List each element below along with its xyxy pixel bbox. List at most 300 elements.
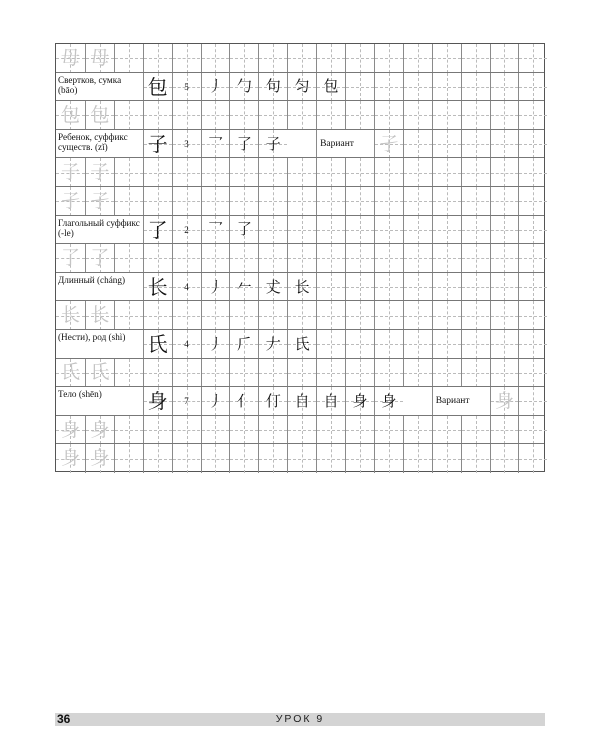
blank-cell (461, 301, 490, 330)
stroke-count-cell (172, 130, 201, 159)
blank-cell (461, 73, 490, 102)
trace-hanzi: 身 (90, 447, 110, 470)
blank-cell (229, 244, 258, 273)
stroke-step-cell (229, 387, 258, 416)
blank-cell (143, 444, 172, 473)
blank-cell (432, 130, 461, 159)
stroke-count: 4 (184, 282, 189, 293)
stroke-step: 勹 (236, 77, 252, 96)
blank-cell (258, 416, 287, 445)
blank-cell (374, 101, 403, 130)
trace-hanzi: 子 (90, 161, 110, 184)
blank-cell (258, 44, 287, 73)
trace-hanzi-cell (85, 244, 114, 273)
blank-cell (403, 301, 432, 330)
blank-cell (114, 244, 143, 273)
blank-cell (490, 444, 519, 473)
blank-cell (432, 187, 461, 216)
blank-cell (287, 244, 316, 273)
blank-cell (403, 44, 432, 73)
blank-cell (316, 416, 345, 445)
trace-hanzi: 孑 (60, 189, 80, 212)
stroke-count: 7 (184, 396, 189, 407)
blank-cell (114, 101, 143, 130)
stroke-count-cell (172, 73, 201, 102)
trace-hanzi-cell (85, 301, 114, 330)
stroke-step-cell (287, 330, 316, 359)
blank-cell (316, 359, 345, 388)
blank-cell (490, 101, 519, 130)
blank-cell (518, 444, 547, 473)
stroke-step: 了 (236, 220, 252, 239)
blank-cell (114, 444, 143, 473)
meaning-label: Ребенок, суффикс существ. (zǐ) (58, 131, 128, 153)
blank-cell (461, 359, 490, 388)
blank-cell (316, 444, 345, 473)
trace-hanzi: 包 (60, 103, 80, 126)
blank-cell (518, 158, 547, 187)
blank-cell (374, 330, 403, 359)
stroke-step: 句 (265, 77, 281, 96)
stroke-step-cell (229, 330, 258, 359)
blank-cell (287, 416, 316, 445)
blank-cell (432, 158, 461, 187)
blank-cell (229, 44, 258, 73)
trace-hanzi: 母 (60, 46, 80, 69)
blank-cell (374, 158, 403, 187)
stroke-step: 长 (294, 277, 310, 296)
blank-cell (490, 359, 519, 388)
blank-cell (374, 301, 403, 330)
blank-cell (114, 359, 143, 388)
stroke-step: 丿 (207, 77, 223, 96)
trace-row (56, 158, 544, 187)
hanzi-cell (143, 216, 172, 245)
blank-cell (461, 273, 490, 302)
blank-cell (518, 101, 547, 130)
stroke-step: 身 (352, 391, 368, 410)
blank-cell (345, 416, 374, 445)
hanzi: 包 (147, 74, 168, 99)
stroke-step-cell (229, 273, 258, 302)
blank-cell (201, 416, 230, 445)
hanzi-cell (143, 273, 172, 302)
blank-cell (172, 301, 201, 330)
entry-row (56, 216, 544, 245)
blank-cell (518, 301, 547, 330)
trace-row (56, 244, 544, 273)
meaning-label: Глагольный суффикс (-le) (58, 217, 140, 239)
hanzi-cell (143, 330, 172, 359)
stroke-count: 5 (184, 81, 189, 92)
blank-cell (201, 44, 230, 73)
blank-cell (490, 330, 519, 359)
stroke-step: 亻 (236, 391, 252, 410)
hanzi: 了 (147, 217, 168, 242)
blank-cell (518, 359, 547, 388)
blank-cell (403, 130, 432, 159)
meaning-label: Свертков, сумка (bāo) (58, 74, 122, 96)
blank-cell (490, 130, 519, 159)
blank-cell (518, 44, 547, 73)
blank-cell (490, 158, 519, 187)
blank-cell (229, 301, 258, 330)
entry-row (56, 273, 544, 302)
stroke-step: 𠂆 (236, 334, 252, 353)
trace-hanzi: 孑 (90, 189, 110, 212)
stroke-step-cell (201, 216, 230, 245)
blank-cell (114, 44, 143, 73)
trace-hanzi-cell (85, 44, 114, 73)
meaning-cell (56, 130, 143, 159)
blank-cell (403, 273, 432, 302)
blank-cell (490, 44, 519, 73)
blank-cell (490, 187, 519, 216)
trace-hanzi-cell (56, 187, 85, 216)
blank-cell (201, 359, 230, 388)
page-number: 36 (57, 712, 71, 726)
page-footer (55, 713, 545, 726)
blank-cell (316, 273, 345, 302)
blank-cell (403, 244, 432, 273)
blank-cell (374, 187, 403, 216)
blank-cell (229, 416, 258, 445)
blank-cell (432, 301, 461, 330)
blank-cell (172, 187, 201, 216)
stroke-step-cell (287, 387, 316, 416)
blank-cell (374, 216, 403, 245)
blank-cell (518, 244, 547, 273)
stroke-step-cell (201, 130, 230, 159)
trace-hanzi-cell (56, 359, 85, 388)
trace-row (56, 44, 544, 73)
blank-cell (114, 158, 143, 187)
trace-hanzi-cell (85, 359, 114, 388)
blank-cell (518, 273, 547, 302)
stroke-step: 丿 (207, 334, 223, 353)
meaning-cell (56, 216, 143, 245)
blank-cell (374, 244, 403, 273)
blank-cell (258, 244, 287, 273)
blank-cell (172, 158, 201, 187)
entry-row (56, 73, 544, 102)
blank-cell (143, 158, 172, 187)
blank-cell (345, 187, 374, 216)
blank-cell (518, 416, 547, 445)
blank-cell (201, 158, 230, 187)
blank-cell (287, 216, 316, 245)
hanzi-cell (143, 130, 172, 159)
stroke-step-cell (258, 330, 287, 359)
stroke-step: 自 (294, 391, 310, 410)
blank-cell (229, 444, 258, 473)
blank-cell (287, 187, 316, 216)
blank-cell (172, 101, 201, 130)
blank-cell (201, 101, 230, 130)
blank-cell (461, 330, 490, 359)
entry-row (56, 130, 544, 159)
trace-hanzi: 身 (60, 447, 80, 470)
trace-hanzi-cell (56, 101, 85, 130)
stroke-step: 𠂇 (265, 334, 281, 353)
stroke-step-cell (229, 216, 258, 245)
meaning-cell (56, 330, 143, 359)
blank-cell (461, 216, 490, 245)
blank-cell (432, 216, 461, 245)
blank-cell (258, 444, 287, 473)
blank-cell (461, 158, 490, 187)
variant-hanzi: 身 (494, 389, 514, 412)
blank-cell (432, 101, 461, 130)
blank-cell (374, 416, 403, 445)
blank-cell (287, 444, 316, 473)
blank-cell (490, 301, 519, 330)
blank-cell (461, 101, 490, 130)
blank-cell (114, 301, 143, 330)
blank-cell (518, 216, 547, 245)
blank-cell (374, 273, 403, 302)
blank-cell (403, 359, 432, 388)
trace-hanzi: 身 (60, 418, 80, 441)
blank-cell (432, 244, 461, 273)
blank-cell (345, 359, 374, 388)
blank-cell (143, 301, 172, 330)
blank-cell (403, 101, 432, 130)
blank-cell (143, 101, 172, 130)
variant-label-cell (432, 387, 490, 416)
blank-cell (287, 101, 316, 130)
blank-cell (201, 244, 230, 273)
trace-hanzi: 长 (90, 304, 110, 327)
trace-hanzi: 包 (90, 103, 110, 126)
blank-cell (229, 187, 258, 216)
stroke-step-cell (287, 73, 316, 102)
blank-cell (258, 187, 287, 216)
practice-grid (55, 43, 545, 472)
blank-cell (316, 301, 345, 330)
blank-cell (490, 273, 519, 302)
stroke-step-cell (258, 387, 287, 416)
blank-cell (518, 387, 547, 416)
blank-cell (403, 330, 432, 359)
trace-hanzi-cell (56, 158, 85, 187)
stroke-step: 丿 (207, 277, 223, 296)
stroke-step: 了 (236, 134, 252, 153)
blank-cell (114, 187, 143, 216)
blank-cell (143, 44, 172, 73)
blank-cell (287, 44, 316, 73)
stroke-count-cell (172, 330, 201, 359)
hanzi: 子 (147, 132, 168, 157)
stroke-step-cell (345, 387, 374, 416)
blank-cell (143, 416, 172, 445)
stroke-step: 乛 (207, 220, 223, 239)
trace-hanzi-cell (85, 444, 114, 473)
blank-cell (287, 301, 316, 330)
stroke-step: 身 (381, 391, 397, 410)
stroke-count-cell (172, 387, 201, 416)
blank-cell (316, 330, 345, 359)
blank-cell (432, 359, 461, 388)
blank-cell (345, 73, 374, 102)
meaning-cell (56, 73, 143, 102)
trace-hanzi: 氏 (60, 361, 80, 384)
hanzi-cell (143, 73, 172, 102)
stroke-step: 仃 (265, 391, 281, 410)
blank-cell (143, 359, 172, 388)
blank-cell (461, 244, 490, 273)
lesson-title: УРОК 9 (275, 713, 325, 725)
meaning-label: (Нести), род (shì) (58, 332, 126, 342)
trace-hanzi: 母 (90, 46, 110, 69)
trace-hanzi-cell (56, 244, 85, 273)
trace-hanzi: 了 (60, 246, 80, 269)
blank-cell (432, 330, 461, 359)
blank-cell (432, 444, 461, 473)
stroke-step-cell (201, 330, 230, 359)
variant-label: Вариант (435, 396, 470, 407)
blank-cell (229, 101, 258, 130)
blank-cell (172, 416, 201, 445)
stroke-step-cell (287, 273, 316, 302)
stroke-step: 丿 (207, 391, 223, 410)
blank-cell (287, 359, 316, 388)
blank-cell (258, 101, 287, 130)
hanzi: 身 (147, 389, 168, 414)
blank-cell (345, 330, 374, 359)
blank-cell (374, 444, 403, 473)
meaning-label: Тело (shēn) (58, 389, 102, 400)
variant-hanzi-cell (374, 130, 403, 159)
hanzi: 长 (147, 275, 168, 300)
blank-cell (518, 187, 547, 216)
variant-label-cell (316, 130, 374, 159)
blank-cell (345, 301, 374, 330)
blank-cell (490, 416, 519, 445)
blank-cell (345, 244, 374, 273)
blank-cell (201, 444, 230, 473)
blank-cell (258, 158, 287, 187)
meaning-cell (56, 273, 143, 302)
blank-cell (287, 158, 316, 187)
trace-hanzi-cell (85, 101, 114, 130)
blank-cell (345, 216, 374, 245)
blank-cell (403, 216, 432, 245)
trace-row (56, 444, 544, 473)
blank-cell (201, 187, 230, 216)
stroke-count-cell (172, 273, 201, 302)
blank-cell (345, 158, 374, 187)
stroke-step-cell (316, 387, 345, 416)
trace-row (56, 359, 544, 388)
blank-cell (403, 187, 432, 216)
stroke-step-cell (229, 73, 258, 102)
stroke-count: 3 (184, 139, 189, 150)
blank-cell (490, 216, 519, 245)
trace-hanzi-cell (56, 301, 85, 330)
blank-cell (461, 444, 490, 473)
blank-cell (229, 359, 258, 388)
blank-cell (403, 444, 432, 473)
trace-hanzi: 长 (60, 304, 80, 327)
stroke-step-cell (258, 73, 287, 102)
blank-cell (461, 187, 490, 216)
blank-cell (374, 359, 403, 388)
blank-cell (258, 301, 287, 330)
trace-hanzi: 氏 (90, 361, 110, 384)
trace-row (56, 101, 544, 130)
blank-cell (172, 44, 201, 73)
blank-cell (432, 73, 461, 102)
blank-cell (172, 359, 201, 388)
stroke-step: 𠂉 (236, 277, 252, 296)
stroke-count: 4 (184, 339, 189, 350)
blank-cell (403, 73, 432, 102)
blank-cell (518, 130, 547, 159)
blank-cell (461, 44, 490, 73)
blank-cell (490, 244, 519, 273)
stroke-step-cell (201, 387, 230, 416)
blank-cell (143, 244, 172, 273)
meaning-label: Длинный (cháng) (58, 274, 126, 285)
stroke-step-cell (258, 273, 287, 302)
hanzi-cell (143, 387, 172, 416)
blank-cell (345, 273, 374, 302)
variant-hanzi-cell (490, 387, 519, 416)
blank-cell (316, 44, 345, 73)
trace-hanzi-cell (56, 416, 85, 445)
blank-cell (345, 444, 374, 473)
blank-cell (172, 444, 201, 473)
blank-cell (518, 73, 547, 102)
stroke-step-cell (201, 73, 230, 102)
stroke-step: 子 (265, 134, 281, 153)
variant-hanzi: 孑 (379, 132, 399, 155)
blank-cell (316, 101, 345, 130)
stroke-count-cell (172, 216, 201, 245)
trace-hanzi-cell (85, 187, 114, 216)
stroke-step: 乛 (207, 134, 223, 153)
trace-hanzi: 子 (60, 161, 80, 184)
blank-cell (345, 101, 374, 130)
blank-cell (374, 73, 403, 102)
blank-cell (432, 273, 461, 302)
blank-cell (316, 244, 345, 273)
stroke-step-cell (201, 273, 230, 302)
blank-cell (229, 158, 258, 187)
blank-cell (432, 416, 461, 445)
blank-cell (432, 44, 461, 73)
blank-cell (143, 187, 172, 216)
stroke-step-cell (258, 130, 287, 159)
blank-cell (201, 301, 230, 330)
variant-label: Вариант (320, 139, 354, 150)
trace-hanzi: 了 (90, 246, 110, 269)
trace-row (56, 301, 544, 330)
stroke-step: 匀 (294, 77, 310, 96)
meaning-cell (56, 387, 143, 416)
stroke-step: 氏 (294, 334, 310, 353)
blank-cell (403, 158, 432, 187)
stroke-step-cell (374, 387, 403, 416)
stroke-step: 𠀋 (265, 277, 281, 296)
stroke-step-cell (229, 130, 258, 159)
blank-cell (518, 330, 547, 359)
trace-row (56, 416, 544, 445)
entry-row (56, 330, 544, 359)
blank-cell (258, 216, 287, 245)
blank-cell (345, 44, 374, 73)
